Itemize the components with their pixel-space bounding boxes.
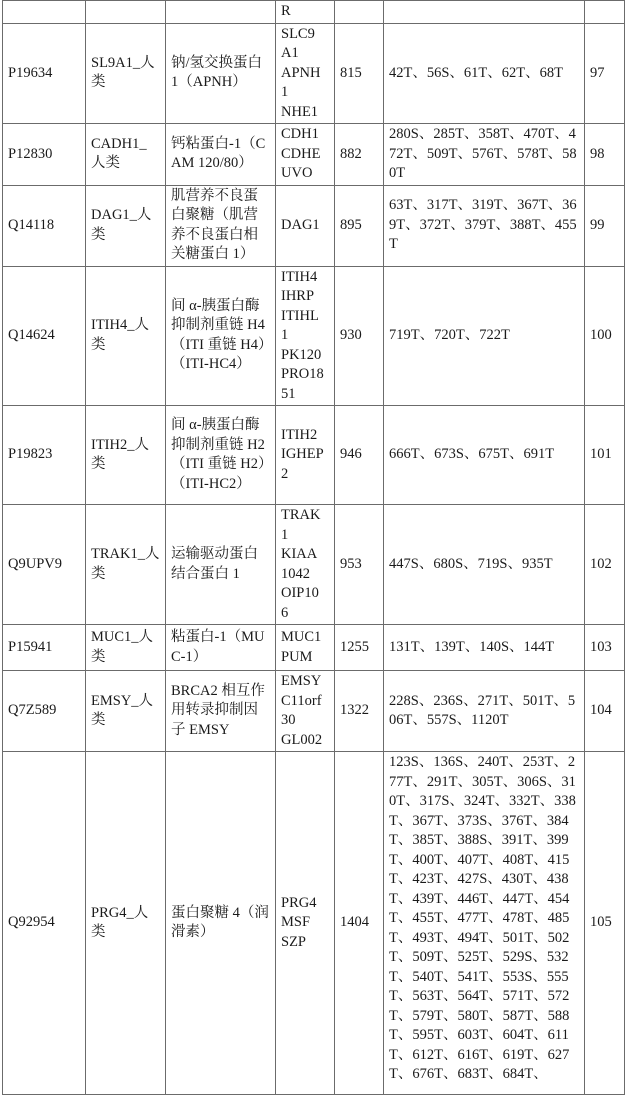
gene-name-cell: PRG4 MSF SZP (276, 752, 335, 1095)
length-cell: 953 (335, 505, 384, 625)
protein-name-cell: BRCA2 相互作用转录抑制因子 EMSY (166, 671, 276, 752)
entry-name-cell: PRG4_人类 (86, 752, 166, 1095)
protein-name-cell: 运输驱动蛋白结合蛋白 1 (166, 505, 276, 625)
sites-cell: 228S、236S、271T、501T、506T、557S、1120T (384, 671, 585, 752)
entry-name-cell: EMSY_人类 (86, 671, 166, 752)
protein-name-cell: 粘蛋白-1（MUC-1） (166, 625, 276, 671)
entry-name-cell: ITIH4_人类 (86, 266, 166, 406)
sites-cell: 666T、673S、675T、691T (384, 406, 585, 505)
gene-name-cell: EMSY C11orf 30 GL002 (276, 671, 335, 752)
seq-id-cell: 100 (585, 266, 625, 406)
protein-glycosylation-table (2, 0, 625, 1095)
entry-name-cell: CADH1_人类 (86, 124, 166, 186)
sites-cell: 131T、139T、140S、144T (384, 625, 585, 671)
sites-cell: 123S、136S、240T、253T、277T、291T、305T、306S、310T、317S、324T、332T、338T、367T、373S、376T、384T、385T、388S、391T、399T、400T、407T、408T、415T、423T、427S、430T、438T、439T、446T、447T、454T、455T、477T、478T、485T、493T、494T、501T、502T、509T、525T、529S、532T、540T、541T、553S、555T、563T、564T、571T、572T、579T、580T、587T、588T、595T、603T、604T、611T、612T、616T、619T、627T、676T、683T、684T、 (384, 752, 585, 1095)
sites-cell: 280S、285T、358T、470T、472T、509T、576T、578T、580T (384, 124, 585, 186)
seq-id-cell: 101 (585, 406, 625, 505)
entry-name-cell: TRAK1_人类 (86, 505, 166, 625)
entry-name-cell: MUC1_人类 (86, 625, 166, 671)
length-cell (335, 1, 384, 24)
seq-id-cell: 99 (585, 185, 625, 266)
accession-cell: P19634 (3, 23, 86, 124)
accession-cell: Q9UPV9 (3, 505, 86, 625)
accession-cell: Q7Z589 (3, 671, 86, 752)
length-cell: 930 (335, 266, 384, 406)
table-row (3, 266, 625, 406)
gene-name-cell: ITIH4 IHRP ITIHL 1 PK120 PRO18 51 (276, 266, 335, 406)
table-row (3, 124, 625, 186)
seq-id-cell: 102 (585, 505, 625, 625)
gene-name-cell: DAG1 (276, 185, 335, 266)
seq-id-cell (585, 1, 625, 24)
protein-name-cell: 间 α-胰蛋白酶抑制剂重链 H2（ITI 重链 H2）（ITI-HC2） (166, 406, 276, 505)
gene-name-cell: SLC9 A1 APNH 1 NHE1 (276, 23, 335, 124)
table-row (3, 671, 625, 752)
seq-id-cell: 97 (585, 23, 625, 124)
entry-name-cell (86, 1, 166, 24)
accession-cell: P15941 (3, 625, 86, 671)
protein-name-cell: 钠/氢交换蛋白 1（APNH） (166, 23, 276, 124)
gene-name-cell: TRAK 1 KIAA 1042 OIP10 6 (276, 505, 335, 625)
sites-cell (384, 1, 585, 24)
table-row (3, 505, 625, 625)
table-row (3, 406, 625, 505)
entry-name-cell: SL9A1_人类 (86, 23, 166, 124)
seq-id-cell: 104 (585, 671, 625, 752)
seq-id-cell: 105 (585, 752, 625, 1095)
table-row-continued (3, 1, 625, 24)
length-cell: 1322 (335, 671, 384, 752)
sites-cell: 63T、317T、319T、367T、369T、372T、379T、388T、455T (384, 185, 585, 266)
table-row (3, 625, 625, 671)
protein-name-cell: 钙粘蛋白-1（CAM 120/80） (166, 124, 276, 186)
table-row (3, 752, 625, 1095)
table-row (3, 185, 625, 266)
protein-name-cell: 间 α-胰蛋白酶抑制剂重链 H4（ITI 重链 H4）（ITI-HC4） (166, 266, 276, 406)
sites-cell: 42T、56S、61T、62T、68T (384, 23, 585, 124)
gene-name-cell: MUC1 PUM (276, 625, 335, 671)
gene-name-cell: ITIH2 IGHEP 2 (276, 406, 335, 505)
accession-cell: Q92954 (3, 752, 86, 1095)
protein-name-cell: 蛋白聚糖 4（润滑素） (166, 752, 276, 1095)
accession-cell: P19823 (3, 406, 86, 505)
accession-cell (3, 1, 86, 24)
length-cell: 882 (335, 124, 384, 186)
gene-name-cell: CDH1 CDHE UVO (276, 124, 335, 186)
seq-id-cell: 103 (585, 625, 625, 671)
accession-cell: Q14624 (3, 266, 86, 406)
accession-cell: Q14118 (3, 185, 86, 266)
length-cell: 1255 (335, 625, 384, 671)
table-row (3, 23, 625, 124)
accession-cell: P12830 (3, 124, 86, 186)
gene-name-cell: R (276, 1, 335, 24)
entry-name-cell: DAG1_人类 (86, 185, 166, 266)
sites-cell: 719T、720T、722T (384, 266, 585, 406)
length-cell: 1404 (335, 752, 384, 1095)
protein-name-cell: 肌营养不良蛋白聚糖（肌营养不良蛋白相关糖蛋白 1） (166, 185, 276, 266)
seq-id-cell: 98 (585, 124, 625, 186)
length-cell: 895 (335, 185, 384, 266)
sites-cell: 447S、680S、719S、935T (384, 505, 585, 625)
length-cell: 815 (335, 23, 384, 124)
length-cell: 946 (335, 406, 384, 505)
entry-name-cell: ITIH2_人类 (86, 406, 166, 505)
protein-name-cell (166, 1, 276, 24)
